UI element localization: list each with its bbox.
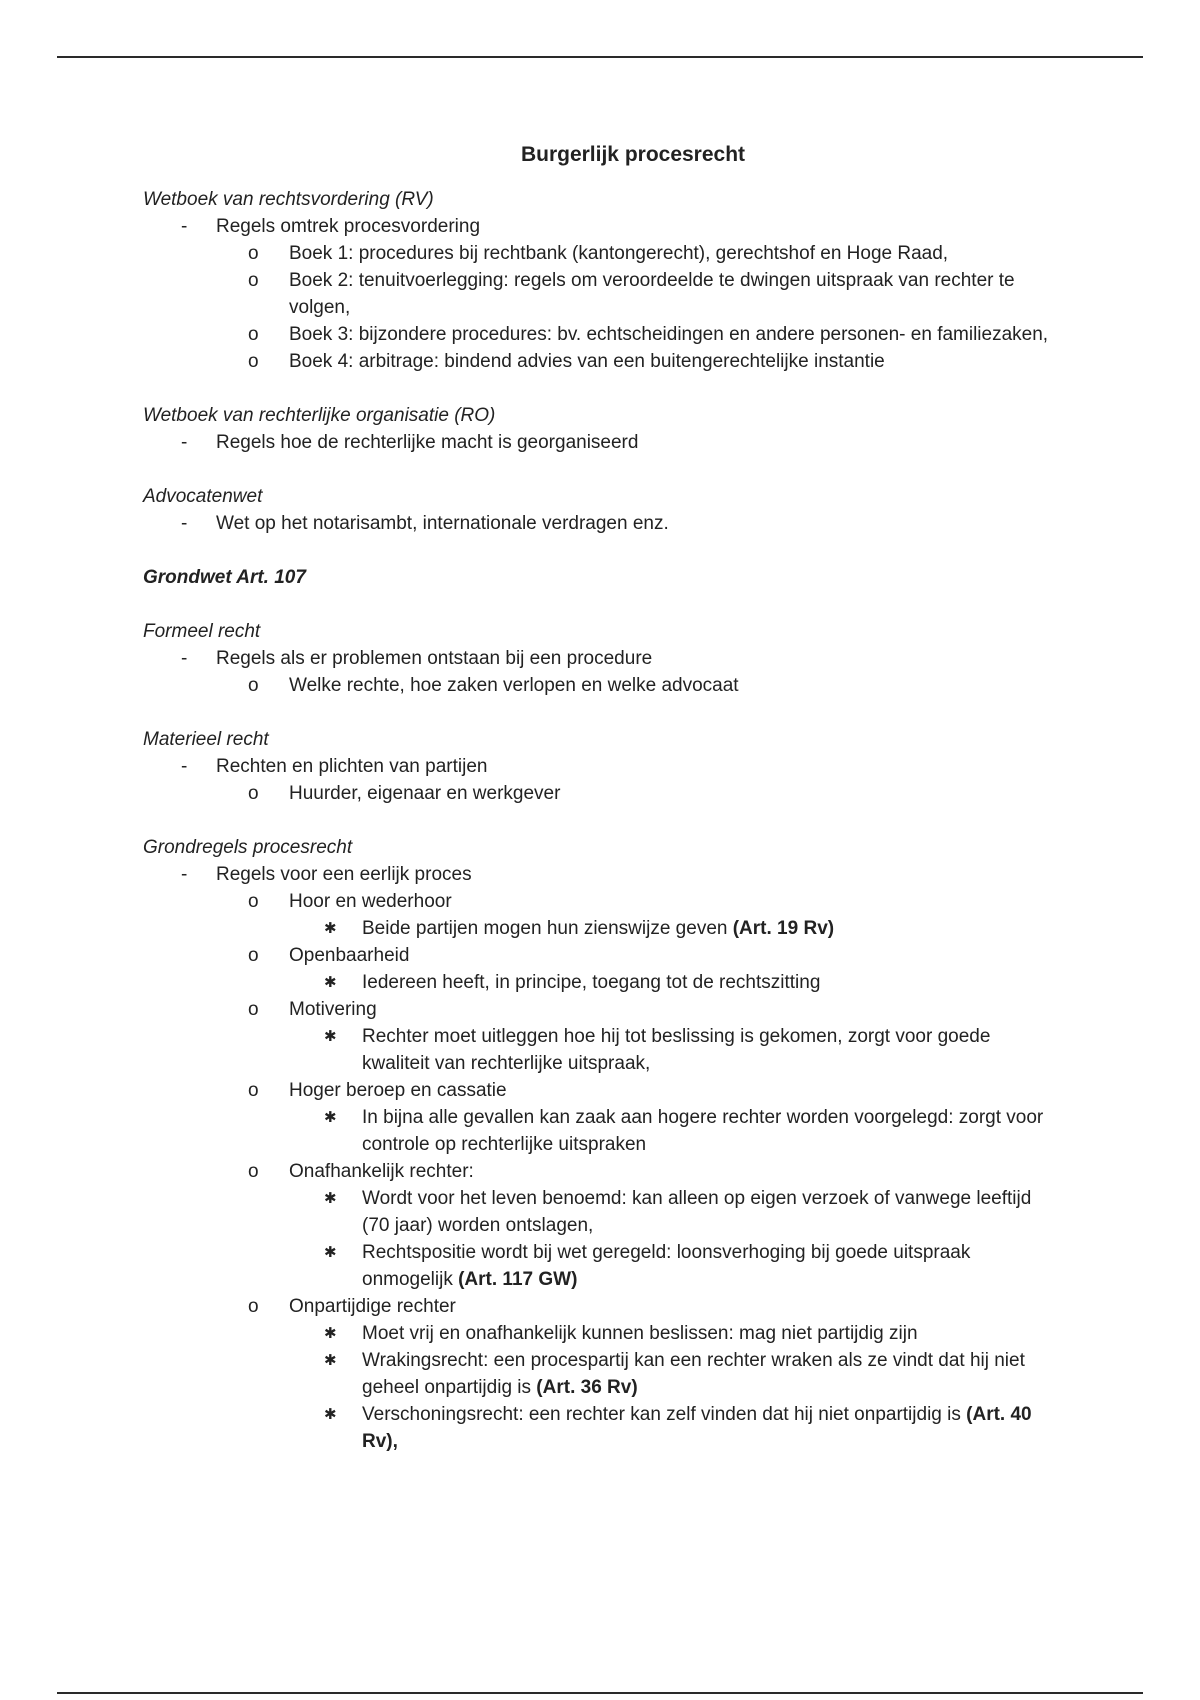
item-text: Regels omtrek procesvordering (216, 216, 481, 237)
item-text: Boek 1: procedures bij rechtbank (kantongerecht), gerechtshof en Hoge Raad, (289, 243, 949, 264)
item-text: Wrakingsrecht: een procespartij kan een rechter wraken als ze vindt dat hij niet geheel onpartijdig is (362, 1350, 1025, 1398)
list-item-hoger-beroep (216, 1077, 1063, 1158)
header-rule (57, 56, 1143, 58)
section-materieel-recht (143, 726, 1063, 807)
item-text: Regels als er problemen ontstaan bij een procedure (216, 648, 653, 669)
item-text: Beide partijen mogen hun zienswijze geven (362, 918, 733, 939)
bullet-list (143, 510, 1063, 537)
list-item (289, 1239, 1063, 1293)
bullet-list (143, 429, 1063, 456)
list-item-onpartijdige-rechter (216, 1293, 1063, 1455)
list-item (143, 861, 1063, 1455)
document-body (143, 140, 1063, 1455)
list-item (216, 321, 1063, 348)
sub-sub-list (289, 915, 1063, 942)
sub-sub-list (289, 969, 1063, 996)
list-item (216, 780, 1063, 807)
star-bullet: ✱ (324, 1109, 337, 1126)
item-text: Regels hoe de rechterlijke macht is georganiseerd (216, 432, 639, 453)
list-item (289, 1401, 1063, 1455)
star-bullet: ✱ (324, 1028, 337, 1045)
item-text: Verschoningsrecht: een rechter kan zelf vinden dat hij niet onpartijdig is (362, 1404, 967, 1425)
list-item (143, 645, 1063, 699)
item-text: Hoger beroep en cassatie (289, 1080, 507, 1101)
item-text: Huurder, eigenaar en werkgever (289, 783, 561, 804)
section-heading: Wetboek van rechterlijke organisatie (RO) (143, 405, 496, 426)
list-item (216, 672, 1063, 699)
list-item (216, 348, 1063, 375)
section-heading: Formeel recht (143, 621, 261, 642)
section-heading: Advocatenwet (143, 486, 263, 507)
sub-sub-list (289, 1320, 1063, 1455)
list-item-hoor-en-wederhoor (216, 888, 1063, 942)
section-formeel-recht (143, 618, 1063, 699)
item-text: Boek 3: bijzondere procedures: bv. echtscheidingen en andere personen- en familiezaken, (289, 324, 1049, 345)
star-bullet: ✱ (324, 974, 337, 991)
circle-bullet: o (248, 999, 259, 1020)
item-text: Welke rechte, hoe zaken verlopen en welke advocaat (289, 675, 739, 696)
item-text: Iedereen heeft, in principe, toegang tot de rechtszitting (362, 972, 821, 993)
footer-rule (57, 1692, 1143, 1694)
circle-bullet: o (248, 783, 259, 804)
section-grondregels (143, 834, 1063, 1455)
star-bullet: ✱ (324, 1406, 337, 1423)
star-bullet: ✱ (324, 920, 337, 937)
list-item (216, 240, 1063, 267)
sub-sub-list (289, 1104, 1063, 1158)
list-item (289, 1320, 1063, 1347)
section-grondwet (143, 564, 1063, 591)
item-text: Rechten en plichten van partijen (216, 756, 488, 777)
section-advocatenwet (143, 483, 1063, 537)
circle-bullet: o (248, 945, 259, 966)
item-text: Moet vrij en onafhankelijk kunnen beslissen: mag niet partijdig zijn (362, 1323, 918, 1344)
dash-bullet: - (181, 864, 188, 885)
section-heading: Wetboek van rechtsvordering (RV) (143, 189, 434, 210)
circle-bullet: o (248, 243, 259, 264)
article-reference: (Art. 117 GW) (458, 1269, 578, 1290)
list-item (289, 1185, 1063, 1239)
list-item-onafhankelijk-rechter (216, 1158, 1063, 1293)
item-text: Rechtspositie wordt bij wet geregeld: loonsverhoging bij goede uitspraak onmogelijk (362, 1242, 971, 1290)
circle-bullet: o (248, 1296, 259, 1317)
circle-bullet: o (248, 351, 259, 372)
bullet-list (143, 213, 1063, 375)
list-item-motivering (216, 996, 1063, 1077)
sub-list (216, 780, 1063, 807)
item-text: Regels voor een eerlijk proces (216, 864, 472, 885)
list-item (289, 915, 1063, 942)
star-bullet: ✱ (324, 1244, 337, 1261)
item-text: Openbaarheid (289, 945, 410, 966)
section-heading: Materieel recht (143, 729, 269, 750)
bullet-list (143, 861, 1063, 1455)
bullet-list (143, 753, 1063, 807)
star-bullet: ✱ (324, 1325, 337, 1342)
section-heading: Grondregels procesrecht (143, 837, 353, 858)
article-reference: (Art. 40 Rv), (362, 1404, 1032, 1452)
dash-bullet: - (181, 216, 188, 237)
item-text: In bijna alle gevallen kan zaak aan hogere rechter worden voorgelegd: zorgt voor controle op rechterlijke uitspraken (362, 1107, 1044, 1155)
list-item (143, 429, 1063, 456)
list-item-openbaarheid (216, 942, 1063, 996)
bullet-list (143, 645, 1063, 699)
item-text: Motivering (289, 999, 377, 1020)
item-text: Rechter moet uitleggen hoe hij tot beslissing is gekomen, zorgt voor goede kwaliteit van rechterlijke uitspraak, (362, 1026, 991, 1074)
dash-bullet: - (181, 648, 188, 669)
article-reference: (Art. 36 Rv) (536, 1377, 638, 1398)
sub-list (216, 240, 1063, 375)
circle-bullet: o (248, 270, 259, 291)
list-item (289, 1347, 1063, 1401)
item-text: Wet op het notarisambt, internationale verdragen enz. (216, 513, 669, 534)
list-item (289, 1023, 1063, 1077)
list-item (143, 213, 1063, 375)
article-reference: (Art. 19 Rv) (732, 918, 835, 939)
star-bullet: ✱ (324, 1190, 337, 1207)
item-text: Onafhankelijk rechter: (289, 1161, 474, 1182)
dash-bullet: - (181, 513, 188, 534)
page-title: Burgerlijk procesrecht (520, 143, 746, 166)
list-item (289, 969, 1063, 996)
circle-bullet: o (248, 1080, 259, 1101)
item-text: Hoor en wederhoor (289, 891, 452, 912)
circle-bullet: o (248, 675, 259, 696)
item-text: Boek 4: arbitrage: bindend advies van een buitengerechtelijke instantie (289, 351, 885, 372)
star-bullet: ✱ (324, 1352, 337, 1369)
dash-bullet: - (181, 432, 188, 453)
item-text: Wordt voor het leven benoemd: kan alleen op eigen verzoek of vanwege leeftijd (70 jaar) worden ontslagen, (362, 1188, 1032, 1236)
sub-list (216, 672, 1063, 699)
list-item (143, 753, 1063, 807)
section-ro (143, 402, 1063, 456)
circle-bullet: o (248, 891, 259, 912)
section-heading: Grondwet Art. 107 (143, 567, 306, 588)
sub-sub-list (289, 1023, 1063, 1077)
circle-bullet: o (248, 1161, 259, 1182)
sub-list (216, 888, 1063, 1455)
sub-sub-list (289, 1185, 1063, 1293)
section-rv (143, 186, 1063, 375)
list-item (216, 267, 1063, 321)
item-text: Onpartijdige rechter (289, 1296, 456, 1317)
item-text: Boek 2: tenuitvoerlegging: regels om veroordeelde te dwingen uitspraak van rechter te volgen, (289, 270, 1015, 318)
list-item (289, 1104, 1063, 1158)
circle-bullet: o (248, 324, 259, 345)
dash-bullet: - (181, 756, 188, 777)
list-item (143, 510, 1063, 537)
